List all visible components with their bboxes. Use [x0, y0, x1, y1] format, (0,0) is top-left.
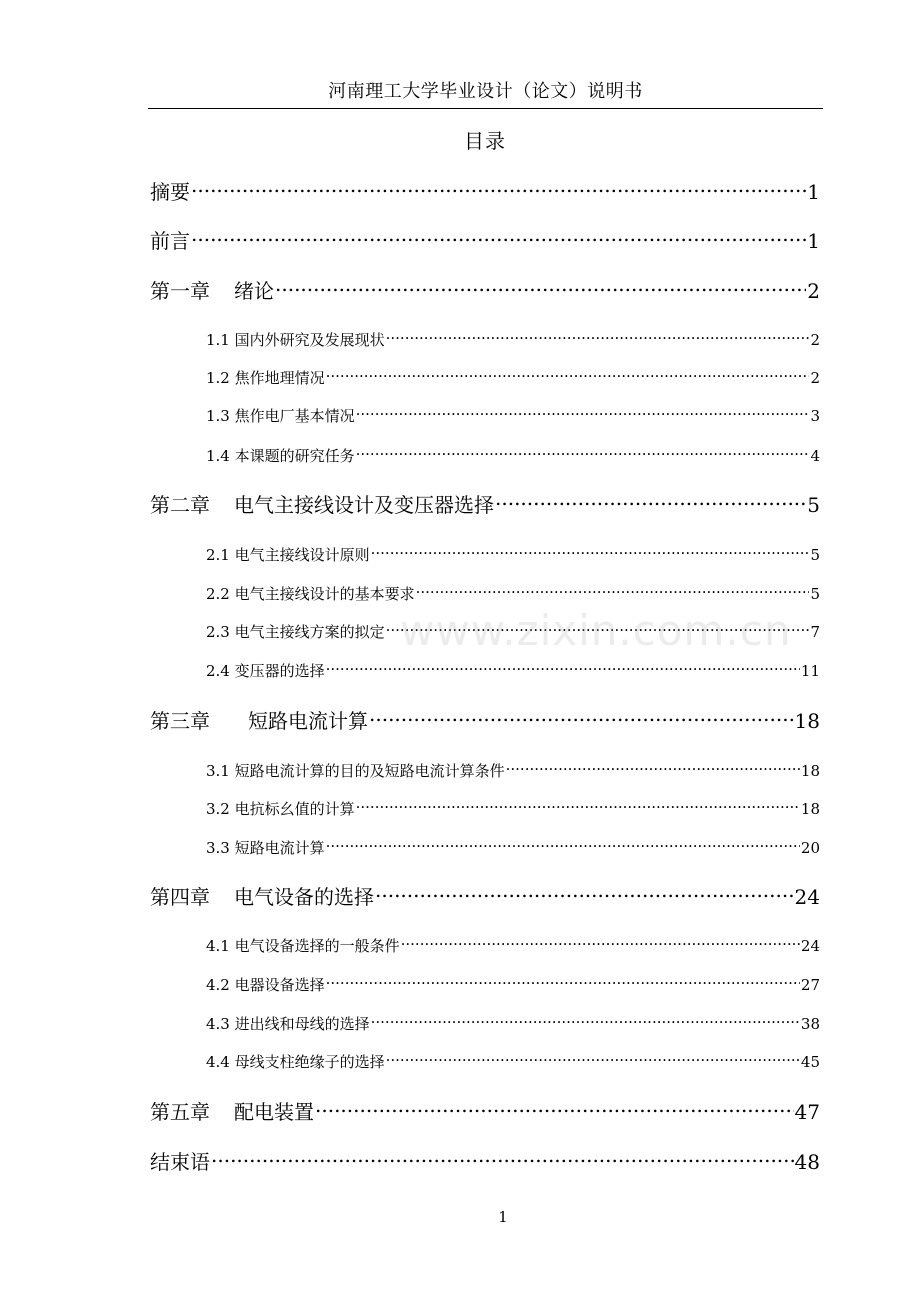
toc-entry-label: 3.1 短路电流计算的目的及短路电流计算条件 — [206, 762, 505, 780]
toc-entry-label: 4.2 电器设备选择 — [206, 976, 325, 994]
chapter-title: 配电装置 — [234, 1100, 314, 1124]
toc-entry-section[interactable] — [206, 1012, 820, 1036]
toc-entry-section[interactable] — [206, 404, 820, 428]
toc-entry-chapter-5[interactable] — [150, 1097, 820, 1127]
dot-leader — [495, 492, 806, 512]
toc-entry-label: 2.1 电气主接线设计原则 — [206, 546, 370, 564]
toc-entry-conclusion[interactable] — [150, 1147, 820, 1177]
dot-leader — [315, 1099, 794, 1119]
chapter-number: 第二章 — [150, 493, 210, 517]
toc-title: 目录 — [464, 129, 506, 153]
toc-entry-page: 47 — [794, 1100, 820, 1124]
toc-entry-section[interactable] — [206, 620, 820, 644]
toc-entry-label: 1.4 本课题的研究任务 — [206, 447, 355, 465]
dot-leader — [326, 975, 800, 990]
dot-leader — [386, 330, 810, 345]
chapter-number: 第五章 — [150, 1100, 210, 1124]
chapter-title: 短路电流计算 — [248, 709, 368, 733]
toc-entry-page: 11 — [800, 662, 820, 680]
toc-entry-section[interactable] — [206, 934, 820, 958]
chapter-number: 第三章 — [150, 709, 210, 733]
dot-leader — [375, 884, 794, 904]
dot-leader — [386, 622, 810, 637]
toc-entry-page: 18 — [800, 762, 820, 780]
toc-entry-label — [150, 490, 494, 520]
toc-entry-abstract[interactable] — [150, 177, 820, 207]
toc-entry-label: 2.4 变压器的选择 — [206, 662, 325, 680]
dot-leader — [275, 278, 806, 298]
chapter-title: 电气设备的选择 — [234, 885, 374, 909]
toc-entry-label: 前言 — [150, 229, 190, 253]
toc-entry-page: 3 — [810, 407, 820, 425]
toc-entry-label — [150, 276, 274, 306]
dot-leader — [416, 584, 810, 599]
toc-entry-page: 5 — [810, 546, 820, 564]
dot-leader — [356, 446, 810, 461]
toc-entry-label: 3.3 短路电流计算 — [206, 839, 325, 857]
toc-entry-page: 1 — [807, 180, 820, 204]
dot-leader — [191, 179, 806, 199]
toc-entry-label: 2.2 电气主接线设计的基本要求 — [206, 585, 415, 603]
toc-entry-label: 4.4 母线支柱绝缘子的选择 — [206, 1053, 385, 1071]
chapter-number: 第四章 — [150, 885, 210, 909]
toc-entry-label: 1.2 焦作地理情况 — [206, 369, 325, 387]
dot-leader — [356, 799, 800, 814]
dot-leader — [356, 406, 810, 421]
toc-entry-page: 38 — [800, 1015, 820, 1033]
dot-leader — [326, 838, 800, 853]
toc-entry-label: 1.1 国内外研究及发展现状 — [206, 331, 385, 349]
toc-entry-chapter-3[interactable] — [150, 706, 820, 736]
dot-leader — [326, 661, 800, 676]
toc-entry-section[interactable] — [206, 366, 820, 390]
toc-entry-page: 18 — [794, 709, 820, 733]
watermark: www.zixin.com.cn — [400, 606, 792, 655]
chapter-title: 电气主接线设计及变压器选择 — [234, 493, 494, 517]
toc-entry-label — [150, 706, 368, 736]
toc-entry-page: 2 — [810, 331, 820, 349]
chapter-title: 绪论 — [234, 279, 274, 303]
dot-leader — [371, 545, 810, 560]
toc-entry-page: 18 — [800, 800, 820, 818]
toc-entry-page: 24 — [800, 937, 820, 955]
toc-entry-section[interactable] — [206, 759, 820, 783]
toc-entry-page: 24 — [794, 885, 820, 909]
page-number: 1 — [498, 1208, 508, 1226]
toc-entry-chapter-1[interactable] — [150, 276, 820, 306]
toc-entry-preface[interactable] — [150, 226, 820, 256]
chapter-number: 第一章 — [150, 279, 210, 303]
toc-entry-section[interactable] — [206, 836, 820, 860]
dot-leader — [401, 936, 800, 951]
toc-entry-section[interactable] — [206, 973, 820, 997]
toc-entry-page: 2 — [810, 369, 820, 387]
toc-entry-label — [150, 1097, 314, 1127]
dot-leader — [506, 761, 800, 776]
dot-leader — [371, 1014, 800, 1029]
dot-leader — [191, 228, 806, 248]
dot-leader — [211, 1149, 794, 1169]
running-header — [148, 78, 823, 109]
toc-entry-page: 48 — [794, 1150, 820, 1174]
toc-entry-page: 5 — [810, 585, 820, 603]
toc-entry-page: 4 — [810, 447, 820, 465]
toc-entry-section[interactable] — [206, 582, 820, 606]
toc-entry-chapter-2[interactable] — [150, 490, 820, 520]
toc-entry-label: 3.2 电抗标幺值的计算 — [206, 800, 355, 818]
dot-leader — [386, 1052, 800, 1067]
toc-entry-section[interactable] — [206, 659, 820, 683]
toc-entry-label: 摘要 — [150, 180, 190, 204]
toc-entry-section[interactable] — [206, 444, 820, 468]
toc-entry-chapter-4[interactable] — [150, 882, 820, 912]
toc-entry-page: 2 — [807, 279, 820, 303]
toc-entry-page: 7 — [810, 623, 820, 641]
toc-entry-label: 1.3 焦作电厂基本情况 — [206, 407, 355, 425]
toc-entry-section[interactable] — [206, 328, 820, 352]
toc-entry-section[interactable] — [206, 543, 820, 567]
toc-entry-label: 4.1 电气设备选择的一般条件 — [206, 937, 400, 955]
toc-entry-page: 20 — [800, 839, 820, 857]
dot-leader — [326, 368, 810, 383]
toc-entry-page: 45 — [800, 1053, 820, 1071]
toc-entry-label — [150, 882, 374, 912]
toc-entry-label: 4.3 进出线和母线的选择 — [206, 1015, 370, 1033]
toc-entry-section[interactable] — [206, 1050, 820, 1074]
dot-leader — [369, 708, 794, 728]
toc-entry-page: 1 — [807, 229, 820, 253]
toc-entry-page: 5 — [807, 493, 820, 517]
toc-entry-label: 结束语 — [150, 1150, 210, 1174]
toc-entry-page: 27 — [800, 976, 820, 994]
header-title: 河南理工大学毕业设计（论文）说明书 — [328, 81, 643, 102]
toc-entry-label: 2.3 电气主接线方案的拟定 — [206, 623, 385, 641]
toc-entry-section[interactable] — [206, 797, 820, 821]
